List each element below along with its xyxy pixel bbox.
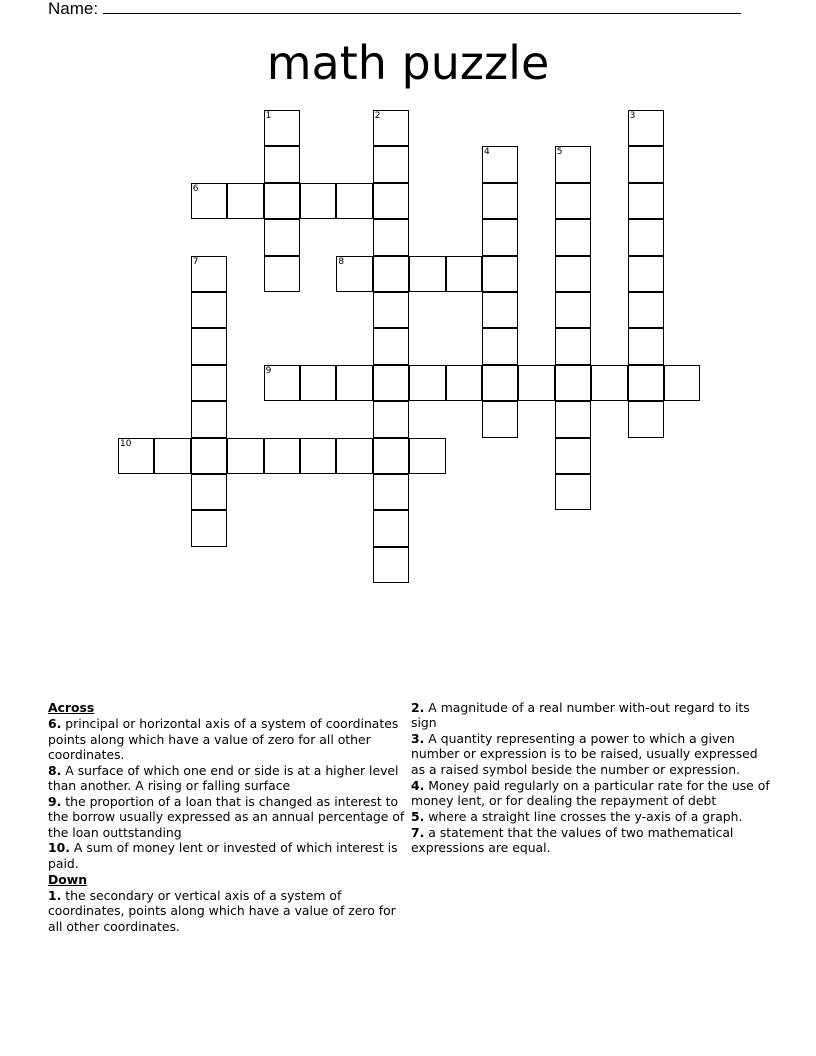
clue-text: the proportion of a loan that is changed as interest to the borrow usually expressed as an annual percentage of the loan outtstanding	[48, 793, 405, 840]
grid-cell[interactable]	[227, 438, 263, 474]
grid-cell[interactable]	[191, 510, 227, 546]
grid-cell[interactable]	[555, 183, 591, 219]
grid-cell[interactable]	[191, 401, 227, 437]
grid-cell[interactable]	[373, 474, 409, 510]
grid-cell[interactable]	[336, 365, 372, 401]
grid-cell[interactable]	[555, 365, 591, 401]
clue-number-label: 7.	[411, 824, 425, 840]
clue-number-label: 5.	[411, 808, 425, 824]
grid-cell[interactable]	[300, 438, 336, 474]
grid-cell[interactable]	[373, 146, 409, 182]
grid-cell[interactable]	[264, 438, 300, 474]
grid-cell[interactable]	[373, 328, 409, 364]
grid-cell[interactable]	[628, 146, 664, 182]
clue-number: 1	[265, 111, 272, 121]
clue-text: A magnitude of a real number with-out regard to its sign	[411, 700, 750, 731]
grid-cell[interactable]	[264, 365, 300, 401]
clue-number: 10	[120, 438, 132, 449]
clue-number: 9	[265, 365, 272, 376]
clue-number: 5	[556, 147, 563, 158]
clue-item	[48, 716, 408, 762]
clue-item	[411, 809, 773, 824]
grid-cell[interactable]	[664, 365, 700, 401]
down-clue-list-part-2	[411, 700, 773, 855]
grid-cell[interactable]	[191, 183, 227, 219]
grid-cell[interactable]	[191, 438, 227, 474]
grid-cell[interactable]	[191, 328, 227, 364]
grid-cell[interactable]	[264, 110, 300, 146]
grid-cell[interactable]	[154, 438, 190, 474]
grid-cell[interactable]	[336, 256, 372, 292]
clue-text: the secondary or vertical axis of a system of coordinates, points along which have a value of zero for all other coordinates.	[48, 887, 396, 934]
clue-number-label: 1.	[48, 887, 62, 903]
grid-cell[interactable]	[191, 474, 227, 510]
grid-cell[interactable]	[591, 365, 627, 401]
grid-cell[interactable]	[409, 438, 445, 474]
grid-cell[interactable]	[373, 219, 409, 255]
grid-cell[interactable]	[628, 292, 664, 328]
grid-cell[interactable]	[555, 146, 591, 182]
clue-number-label: 6.	[48, 716, 62, 732]
grid-cell[interactable]	[482, 401, 518, 437]
grid-cell[interactable]	[482, 365, 518, 401]
grid-cell[interactable]	[482, 183, 518, 219]
clue-number-label: 3.	[411, 731, 425, 747]
grid-cell[interactable]	[373, 292, 409, 328]
clue-text: A quantity representing a power to which a given number or expression is to be raised, usually expressed as a raised symbol beside the number or expression.	[411, 731, 758, 777]
down-heading: Down	[48, 871, 88, 887]
grid-cell[interactable]	[264, 219, 300, 255]
clue-item	[48, 763, 408, 794]
clue-number: 4	[484, 147, 490, 158]
clue-number: 3	[629, 111, 636, 121]
grid-cell[interactable]	[555, 438, 591, 474]
grid-cell[interactable]	[373, 438, 409, 474]
grid-cell[interactable]	[409, 256, 445, 292]
grid-cell[interactable]	[373, 110, 409, 146]
clue-number-label: 2.	[411, 700, 425, 715]
grid-cell[interactable]	[264, 256, 300, 292]
clue-item	[411, 825, 773, 856]
grid-cell[interactable]	[191, 256, 227, 292]
grid-cell[interactable]	[373, 183, 409, 219]
grid-cell[interactable]	[373, 256, 409, 292]
grid-cell[interactable]	[555, 474, 591, 510]
clue-item	[48, 840, 408, 871]
across-clue-list	[48, 716, 408, 871]
grid-cell[interactable]	[555, 328, 591, 364]
grid-cell[interactable]	[518, 365, 554, 401]
clue-number: 8	[338, 256, 345, 267]
grid-cell[interactable]	[300, 183, 336, 219]
grid-cell[interactable]	[482, 146, 518, 182]
grid-cell[interactable]	[628, 365, 664, 401]
clue-number: 7	[192, 256, 199, 267]
clue-number-label: 10.	[48, 840, 70, 856]
clue-item	[48, 794, 408, 840]
clue-text: where a straight line crosses the y-axis of a graph.	[428, 808, 743, 824]
grid-cell[interactable]	[482, 219, 518, 255]
grid-cell[interactable]	[264, 146, 300, 182]
name-label: Name:	[48, 0, 99, 18]
grid-cell[interactable]	[482, 328, 518, 364]
grid-cell[interactable]	[555, 219, 591, 255]
grid-cell[interactable]	[628, 401, 664, 437]
grid-cell[interactable]	[628, 328, 664, 364]
clue-number: 6	[192, 183, 199, 194]
grid-cell[interactable]	[336, 183, 372, 219]
grid-cell[interactable]	[482, 256, 518, 292]
grid-cell[interactable]	[373, 365, 409, 401]
clue-item	[411, 731, 773, 777]
grid-cell[interactable]	[373, 510, 409, 546]
clue-number-label: 4.	[411, 777, 425, 793]
grid-cell[interactable]	[628, 256, 664, 292]
grid-cell[interactable]	[191, 292, 227, 328]
grid-cell[interactable]	[628, 183, 664, 219]
grid-cell[interactable]	[336, 438, 372, 474]
grid-cell[interactable]	[482, 292, 518, 328]
clue-item	[411, 700, 773, 731]
clue-number-label: 9.	[48, 793, 62, 809]
clue-text: A surface of which one end or side is at a higher level than another. A rising or falling surface	[48, 762, 399, 794]
clue-text: Money paid regularly on a particular rate for the use of money lent, or for dealing the repayment of debt	[411, 777, 770, 808]
grid-cell[interactable]	[227, 183, 263, 219]
clues-left-column	[48, 700, 408, 934]
grid-cell[interactable]	[373, 401, 409, 437]
grid-cell[interactable]	[555, 256, 591, 292]
across-heading: Across	[48, 700, 95, 715]
clue-item	[48, 888, 408, 934]
grid-cell[interactable]	[373, 547, 409, 583]
grid-cell[interactable]	[628, 110, 664, 146]
grid-cell[interactable]	[446, 365, 482, 401]
clue-number-label: 8.	[48, 762, 62, 778]
grid-cell[interactable]	[555, 292, 591, 328]
clue-item	[411, 778, 773, 809]
grid-cell[interactable]	[118, 438, 154, 474]
grid-cell[interactable]	[409, 365, 445, 401]
clue-text: A sum of money lent or invested of which interest is paid.	[48, 840, 398, 871]
grid-cell[interactable]	[300, 365, 336, 401]
clue-text: principal or horizontal axis of a system of coordinates points along which have a value of zero for all other coordinates.	[48, 716, 399, 762]
clue-number: 2	[374, 111, 381, 121]
grid-cell[interactable]	[555, 401, 591, 437]
grid-cell[interactable]	[264, 183, 300, 219]
grid-cell[interactable]	[191, 365, 227, 401]
grid-cell[interactable]	[446, 256, 482, 292]
clue-text: a statement that the values of two mathematical expressions are equal.	[411, 824, 734, 856]
grid-cell[interactable]	[628, 219, 664, 255]
down-clue-list-part-1	[48, 888, 408, 934]
page-title: math puzzle	[266, 36, 550, 90]
clues-right-column	[411, 700, 773, 856]
